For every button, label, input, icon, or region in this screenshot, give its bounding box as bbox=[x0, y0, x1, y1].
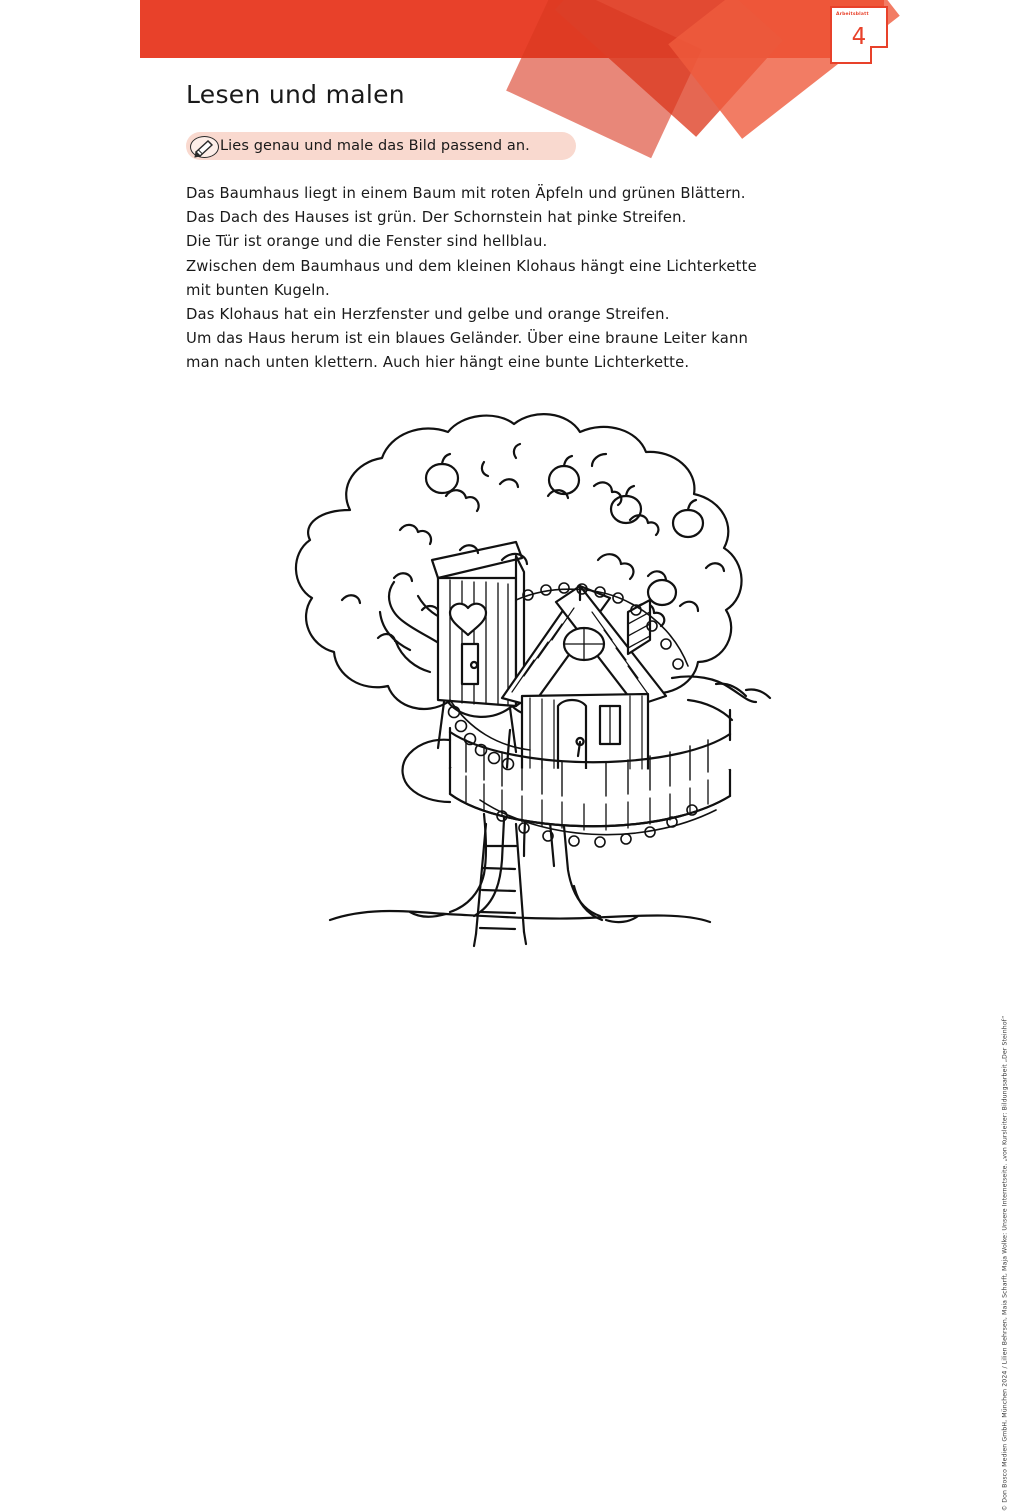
page-title: Lesen und malen bbox=[186, 80, 405, 109]
reading-line: Die Tür ist orange und die Fenster sind hellblau. bbox=[186, 233, 548, 251]
reading-text bbox=[186, 182, 806, 376]
reading-line: Das Klohaus hat ein Herzfenster und gelbe und orange Streifen. bbox=[186, 306, 670, 324]
reading-line: Um das Haus herum ist ein blaues Geländer. Über eine braune Leiter kann bbox=[186, 330, 748, 348]
reading-line: Zwischen dem Baumhaus und dem kleinen Klohaus hängt eine Lichterkette bbox=[186, 257, 757, 275]
pencil-icon bbox=[188, 133, 218, 159]
instruction-bar bbox=[186, 132, 576, 160]
reading-line: mit bunten Kugeln. bbox=[186, 281, 330, 299]
copyright-credit: © Don Bosco Medien GmbH, München 2024 / Lilien Behrsen, Maia Scharft, Maja Wolke: Unsere Internetseite. „von Kursleiter: Bildungsarbeit „Der Steinhof“ bbox=[1002, 1015, 1009, 1511]
top-banner bbox=[140, 0, 884, 58]
page-number-tab bbox=[830, 6, 888, 64]
tab-label: Arbeitsblatt bbox=[836, 12, 869, 17]
reading-line: Das Baumhaus liegt in einem Baum mit roten Äpfeln und grünen Blättern. bbox=[186, 185, 746, 202]
treehouse-illustration bbox=[150, 400, 870, 960]
reading-line: Das Dach des Hauses ist grün. Der Schornstein hat pinke Streifen. bbox=[186, 209, 687, 227]
reading-line: man nach unten klettern. Auch hier hängt eine bunte Lichterkette. bbox=[186, 354, 690, 372]
page-number: 4 bbox=[851, 24, 867, 50]
tab-fold-corner bbox=[870, 46, 888, 64]
instruction-text: Lies genau und male das Bild passend an. bbox=[220, 138, 530, 154]
